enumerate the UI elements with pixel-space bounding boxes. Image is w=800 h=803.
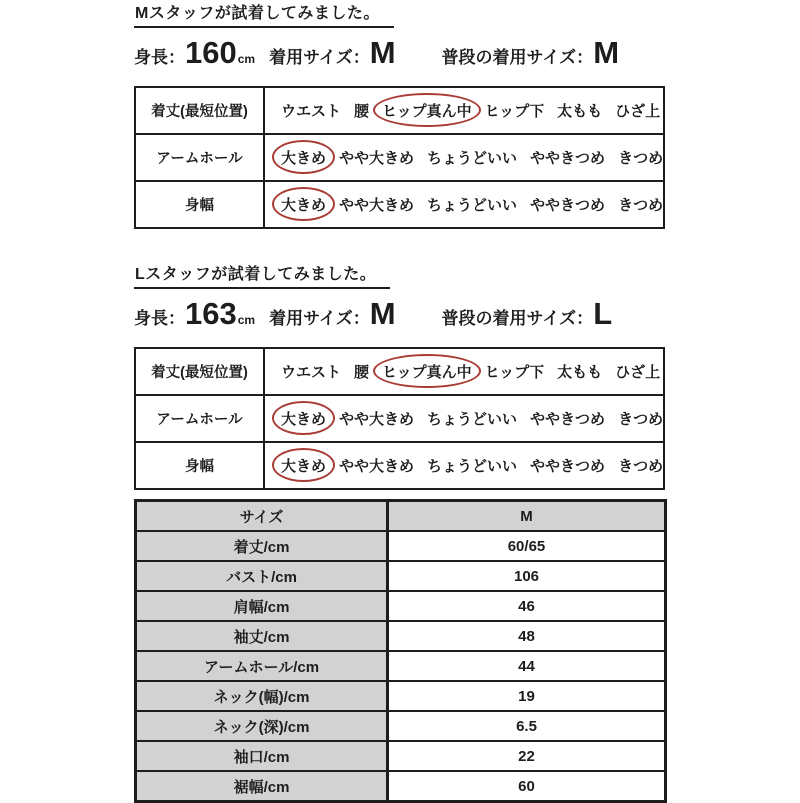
fit-options [265,443,663,488]
fit-option: ややきつめ [530,458,606,475]
fit-review-section-l [134,265,800,490]
table-row [137,650,664,680]
size-header-label: サイズ [137,502,389,530]
fit-review-section-m [134,4,800,229]
fit-row-label: 身幅 [136,443,265,488]
fit-row-armhole [136,133,663,180]
size-row-value: 6.5 [389,712,664,740]
fit-row-label: 着丈(最短位置) [136,349,265,394]
size-row-label: 着丈/cm [137,532,389,560]
height-value: 160 [185,35,237,70]
size-row-label: 袖丈/cm [137,622,389,650]
fit-option: ややきつめ [530,197,606,214]
fit-option: 太もも [557,364,603,381]
fit-option: やや大きめ [339,150,415,167]
size-row-value: 48 [389,622,664,650]
fit-row-length [136,349,663,394]
fit-option: ひざ上 [615,364,661,381]
height-label: 身長： [134,48,185,67]
table-row [137,530,664,560]
size-row-value: 60/65 [389,532,664,560]
size-spec-table [134,499,667,803]
fit-option: ちょうどいい [427,197,518,214]
fit-option: ややきつめ [530,150,606,167]
fit-row-length [136,88,663,133]
section-title: Mスタッフが試着してみました。 [134,4,394,28]
fit-row-label: アームホール [136,135,265,180]
fit-option: ややきつめ [530,411,606,428]
usual-size-label: 普段の着用サイズ： [441,48,594,67]
fit-option: 大きめ [281,455,326,476]
fit-option: 大きめ [281,408,326,429]
fit-table [134,347,665,490]
fit-option: 腰 [354,364,370,381]
fit-options [265,182,663,227]
fit-option: ヒップ真ん中 [382,100,472,121]
fit-row-bodywidth [136,441,663,488]
fit-option: ちょうどいい [427,150,518,167]
fit-option: ウエスト [281,103,342,120]
size-row-label: 肩幅/cm [137,592,389,620]
wear-size-value: M [369,35,396,70]
fit-table [134,86,665,229]
wear-size-label: 着用サイズ： [269,309,370,328]
fit-option: ちょうどいい [427,458,518,475]
staff-stats [134,36,800,76]
fit-row-bodywidth [136,180,663,227]
table-row [137,710,664,740]
size-row-value: 106 [389,562,664,590]
size-header-value: M [389,502,664,530]
table-row [137,560,664,590]
fit-option: きつめ [618,150,664,167]
height-value: 163 [185,296,237,331]
fit-option: ウエスト [281,364,342,381]
table-row [137,590,664,620]
fit-option: ヒップ下 [484,364,545,381]
fit-option: 腰 [354,103,370,120]
fit-option: きつめ [618,197,664,214]
table-row [137,620,664,650]
fit-row-armhole [136,394,663,441]
fit-option: 大きめ [281,194,326,215]
fit-options [265,396,663,441]
wear-size-label: 着用サイズ： [269,48,370,67]
fit-option: ひざ上 [615,103,661,120]
fit-options [265,135,663,180]
fit-option: やや大きめ [339,458,415,475]
table-row [137,740,664,770]
fit-option: きつめ [618,411,664,428]
fit-options [265,88,663,133]
size-row-label: 裾幅/cm [137,772,389,800]
size-row-label: バスト/cm [137,562,389,590]
height-label: 身長： [134,309,185,328]
fit-option: 大きめ [281,147,326,168]
size-row-value: 22 [389,742,664,770]
size-row-label: ネック(深)/cm [137,712,389,740]
height-unit: cm [237,52,256,66]
table-row [137,770,664,800]
fit-option: やや大きめ [339,197,415,214]
fit-option: やや大きめ [339,411,415,428]
fit-option: ヒップ下 [484,103,545,120]
fit-option: 太もも [557,103,603,120]
size-row-value: 60 [389,772,664,800]
size-row-value: 46 [389,592,664,620]
fit-option: ちょうどいい [427,411,518,428]
size-row-label: 袖口/cm [137,742,389,770]
staff-stats [134,297,800,337]
fit-row-label: アームホール [136,396,265,441]
section-title: Lスタッフが試着してみました。 [134,265,390,289]
size-row-value: 44 [389,652,664,680]
usual-size-value: M [593,35,620,70]
usual-size-value: L [593,296,613,331]
fit-row-label: 着丈(最短位置) [136,88,265,133]
fit-row-label: 身幅 [136,182,265,227]
fit-options [265,349,663,394]
fit-option: ヒップ真ん中 [382,361,472,382]
table-row [137,680,664,710]
usual-size-label: 普段の着用サイズ： [441,309,594,328]
fit-option: きつめ [618,458,664,475]
size-table-header-row [137,502,664,530]
size-row-value: 19 [389,682,664,710]
height-unit: cm [237,313,256,327]
size-row-label: ネック(幅)/cm [137,682,389,710]
size-row-label: アームホール/cm [137,652,389,680]
wear-size-value: M [369,296,396,331]
